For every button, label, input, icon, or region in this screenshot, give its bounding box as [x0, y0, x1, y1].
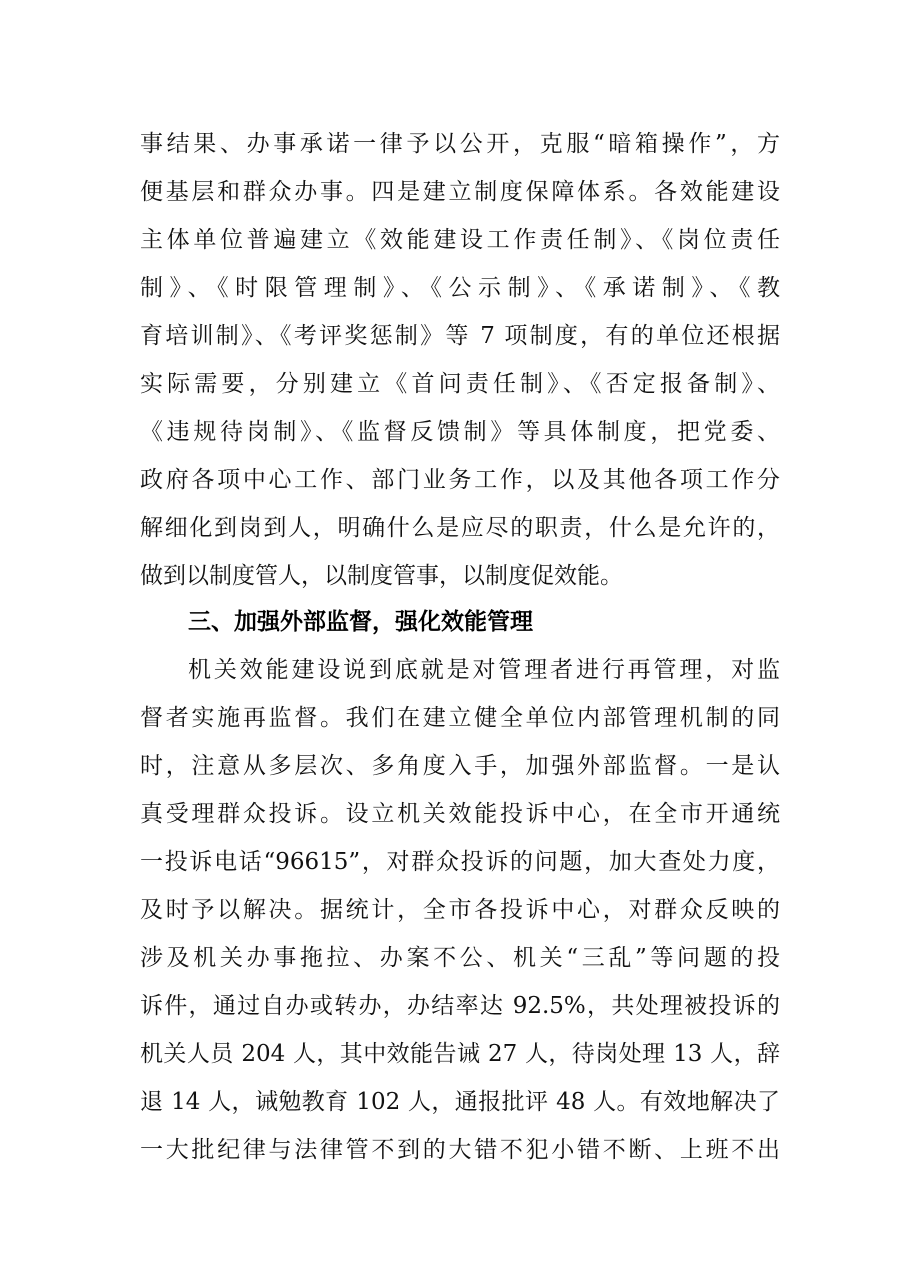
paragraph-line: 机关效能建设说到底就是对管理者进行再管理，对监	[188, 657, 780, 683]
paragraph-line: 事结果、办事承诺一律予以公开，克服“暗箱操作”，方	[140, 131, 780, 157]
paragraph-line: 诉件，通过自办或转办，办结率达 92.5%，共处理被投诉的	[140, 993, 780, 1019]
paragraph-line: 制》、《时限管理制》、《公示制》、《承诺制》、《教	[140, 275, 780, 301]
paragraph-line: 解细化到岗到人，明确什么是应尽的职责，什么是允许的，	[140, 515, 780, 541]
paragraph-line: 一大批纪律与法律管不到的大错不犯小错不断、上班不出	[140, 1137, 780, 1163]
paragraph-line: 机关人员 204 人，其中效能告诫 27 人，待岗处理 13 人，辞	[140, 1041, 780, 1067]
paragraph-line: 主体单位普遍建立《效能建设工作责任制》、《岗位责任	[140, 227, 780, 253]
paragraph-line: 《违规待岗制》、《监督反馈制》等具体制度，把党委、	[140, 419, 780, 445]
paragraph-line: 便基层和群众办事。四是建立制度保障体系。各效能建设	[140, 179, 780, 205]
paragraph-line: 退 14 人，诫勉教育 102 人，通报批评 48 人。有效地解决了	[140, 1089, 780, 1115]
paragraph-line: 时，注意从多层次、多角度入手，加强外部监督。一是认	[140, 753, 780, 779]
paragraph-line: 做到以制度管人，以制度管事，以制度促效能。	[140, 563, 623, 589]
paragraph-line: 督者实施再监督。我们在建立健全单位内部管理机制的同	[140, 705, 780, 731]
paragraph-line: 涉及机关办事拖拉、办案不公、机关“三乱”等问题的投	[140, 945, 780, 971]
paragraph-line: 实际需要，分别建立《首问责任制》、《否定报备制》、	[140, 371, 780, 397]
paragraph-line: 育培训制》、《考评奖惩制》等 7 项制度，有的单位还根据	[140, 323, 780, 349]
paragraph-line: 真受理群众投诉。设立机关效能投诉中心，在全市开通统	[140, 801, 780, 827]
paragraph-line: 及时予以解决。据统计，全市各投诉中心，对群众反映的	[140, 897, 780, 923]
section-heading: 三、加强外部监督，强化效能管理	[188, 609, 533, 635]
paragraph-line: 政府各项中心工作、部门业务工作，以及其他各项工作分	[140, 467, 780, 493]
paragraph-line: 一投诉电话“96615”，对群众投诉的问题，加大查处力度，	[140, 849, 780, 875]
